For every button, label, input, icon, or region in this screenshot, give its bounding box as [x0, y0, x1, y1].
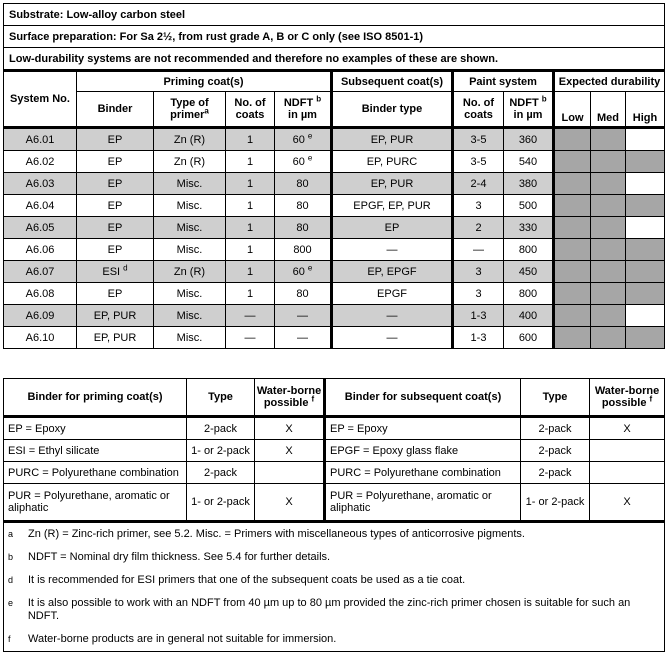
footnote-item	[8, 574, 660, 587]
binder-header: Binder	[77, 92, 154, 128]
high-header: High	[626, 92, 665, 128]
ndft-cell: 60 $^e$	[275, 151, 332, 173]
ndft-cell: 80	[275, 173, 332, 195]
durability-med-cell	[591, 173, 626, 195]
subsequent-binder-cell: EP, EPGF	[332, 261, 453, 283]
legend-subsequent-type: 2-pack	[521, 440, 590, 462]
legend-priming-type: 2-pack	[187, 417, 255, 440]
durability-high-cell	[626, 261, 665, 283]
primer-type-cell: Misc.	[154, 239, 226, 261]
durability-high-cell	[626, 151, 665, 173]
ps-coats-cell: 3	[453, 283, 504, 305]
ps-coats-cell: 1-3	[453, 327, 504, 349]
legend-priming-waterborne: X	[255, 440, 325, 462]
durability-low-cell	[554, 217, 591, 239]
table-row	[4, 151, 665, 173]
durability-med-cell	[591, 239, 626, 261]
coats-cell: 1	[226, 128, 275, 151]
system-no-cell: A6.01	[4, 128, 77, 151]
durability-med-cell	[591, 151, 626, 173]
primer-type-cell: Zn (R)	[154, 151, 226, 173]
durability-high-cell	[626, 217, 665, 239]
subsequent-binder-cell: EP, PUR	[332, 173, 453, 195]
durability-low-cell	[554, 195, 591, 217]
primer-type-cell: Misc.	[154, 173, 226, 195]
footnote-text: It is recommended for ESI primers that one of the subsequent coats be used as a tie coat.	[28, 574, 466, 586]
table-row	[4, 327, 665, 349]
table-row	[4, 239, 665, 261]
legend-type-header-2: Type	[521, 379, 590, 417]
ps-ndft-cell: 800	[504, 283, 554, 305]
binder-cell: EP	[77, 151, 154, 173]
binder-cell: ESI $^d$	[77, 261, 154, 283]
ndft-cell: —	[275, 305, 332, 327]
durability-med-cell	[591, 283, 626, 305]
subsequent-binder-cell: EP, PURC	[332, 151, 453, 173]
ps-ndft-cell: 360	[504, 128, 554, 151]
durability-high-cell	[626, 239, 665, 261]
ps-coats-cell: 3	[453, 195, 504, 217]
system-no-cell: A6.02	[4, 151, 77, 173]
system-no-cell: A6.08	[4, 283, 77, 305]
binder-cell: EP, PUR	[77, 305, 154, 327]
footnote-mark: f	[8, 634, 11, 644]
footnote-item	[8, 597, 660, 623]
table-row	[4, 283, 665, 305]
durability-med-cell	[591, 128, 626, 151]
legend-priming-binder: ESI = Ethyl silicate	[4, 440, 187, 462]
footnote-item	[8, 633, 660, 646]
legend-subsequent-binder: PUR = Polyurethane, aromatic or aliphatic	[325, 484, 521, 522]
subsequent-binder-cell: EP	[332, 217, 453, 239]
binder-type-header: Binder type	[332, 92, 453, 128]
legend-priming-type: 1- or 2-pack	[187, 440, 255, 462]
ndft-cell: 80	[275, 195, 332, 217]
legend-priming-waterborne	[255, 462, 325, 484]
subsequent-binder-cell: EPGF	[332, 283, 453, 305]
legend-table	[3, 378, 665, 652]
ps-coats-cell: 3-5	[453, 151, 504, 173]
ps-ndft-cell: 540	[504, 151, 554, 173]
footnote-item	[8, 528, 660, 541]
table-row	[4, 173, 665, 195]
primer-type-cell: Misc.	[154, 217, 226, 239]
binder-cell: EP	[77, 283, 154, 305]
subsequent-binder-cell: EP, PUR	[332, 128, 453, 151]
type-of-primer-header: Type of primer$^a$	[154, 92, 226, 128]
ps-ndft-cell: 330	[504, 217, 554, 239]
ndft-cell: 60 $^e$	[275, 128, 332, 151]
ps-ndft-cell: 400	[504, 305, 554, 327]
system-no-cell: A6.06	[4, 239, 77, 261]
legend-binder-priming-header: Binder for priming coat(s)	[4, 379, 187, 417]
durability-high-cell	[626, 173, 665, 195]
ndft-cell: 800	[275, 239, 332, 261]
legend-priming-binder: PURC = Polyurethane combination	[4, 462, 187, 484]
legend-subsequent-type: 2-pack	[521, 417, 590, 440]
ndft-cell: 60 $^e$	[275, 261, 332, 283]
coats-cell: 1	[226, 261, 275, 283]
legend-binder-subsequent-header: Binder for subsequent coat(s)	[325, 379, 521, 417]
legend-priming-type: 2-pack	[187, 462, 255, 484]
durability-med-cell	[591, 217, 626, 239]
footnote-mark: d	[8, 575, 14, 585]
durability-med-cell	[591, 305, 626, 327]
ps-coats-cell: 2-4	[453, 173, 504, 195]
system-no-cell: A6.10	[4, 327, 77, 349]
footnote-text: NDFT = Nominal dry film thickness. See 5.4 for further details.	[28, 551, 331, 563]
ps-ndft-cell: 500	[504, 195, 554, 217]
binder-cell: EP	[77, 128, 154, 151]
primer-type-cell: Zn (R)	[154, 128, 226, 151]
legend-waterborne-header-2: Water-borne possible $^f$	[590, 379, 665, 417]
ps-ndft-header: NDFT $^b$ in µm	[504, 92, 554, 128]
legend-subsequent-waterborne	[590, 462, 665, 484]
footnote-mark: b	[8, 552, 14, 562]
durability-high-cell	[626, 195, 665, 217]
durability-high-cell	[626, 305, 665, 327]
ps-no-of-coats-header: No. of coats	[453, 92, 504, 128]
footnote-mark: e	[8, 598, 14, 608]
legend-type-header: Type	[187, 379, 255, 417]
legend-subsequent-binder: EP = Epoxy	[325, 417, 521, 440]
subsequent-binder-cell: —	[332, 239, 453, 261]
ps-ndft-cell: 600	[504, 327, 554, 349]
subsequent-binder-cell: EPGF, EP, PUR	[332, 195, 453, 217]
durability-high-cell	[626, 128, 665, 151]
legend-waterborne-header: Water-borne possible $^f$	[255, 379, 325, 417]
substrate-line: Substrate: Low-alloy carbon steel	[4, 4, 665, 26]
binder-cell: EP	[77, 195, 154, 217]
durability-low-cell	[554, 151, 591, 173]
coats-cell: 1	[226, 239, 275, 261]
coats-cell: 1	[226, 283, 275, 305]
legend-subsequent-type: 1- or 2-pack	[521, 484, 590, 522]
ps-coats-cell: 3-5	[453, 128, 504, 151]
table-row	[4, 128, 665, 151]
coats-cell: 1	[226, 217, 275, 239]
footnote-item	[8, 551, 660, 564]
legend-priming-binder: EP = Epoxy	[4, 417, 187, 440]
subsequent-coats-header: Subsequent coat(s)	[332, 71, 453, 92]
no-of-coats-header: No. of coats	[226, 92, 275, 128]
durability-low-cell	[554, 305, 591, 327]
med-header: Med	[591, 92, 626, 128]
durability-low-cell	[554, 283, 591, 305]
primer-type-cell: Misc.	[154, 327, 226, 349]
expected-durability-header: Expected durability	[554, 71, 665, 92]
durability-med-cell	[591, 261, 626, 283]
primer-type-cell: Zn (R)	[154, 261, 226, 283]
primer-type-cell: Misc.	[154, 195, 226, 217]
system-no-cell: A6.05	[4, 217, 77, 239]
ps-ndft-cell: 380	[504, 173, 554, 195]
ps-coats-cell: —	[453, 239, 504, 261]
durability-high-cell	[626, 283, 665, 305]
footnote-text: Zn (R) = Zinc-rich primer, see 5.2. Misc. = Primers with miscellaneous types of anticorrosive pigments.	[28, 528, 525, 540]
table-row	[4, 217, 665, 239]
table-row	[4, 305, 665, 327]
binder-cell: EP	[77, 239, 154, 261]
table-row	[4, 195, 665, 217]
durability-low-cell	[554, 239, 591, 261]
paint-systems-table	[3, 3, 665, 349]
legend-subsequent-waterborne: X	[590, 484, 665, 522]
ps-ndft-cell: 800	[504, 239, 554, 261]
footnotes	[4, 522, 665, 652]
legend-priming-type: 1- or 2-pack	[187, 484, 255, 522]
footnote-mark: a	[8, 529, 14, 539]
legend-priming-waterborne: X	[255, 484, 325, 522]
legend-subsequent-type: 2-pack	[521, 462, 590, 484]
durability-low-cell	[554, 128, 591, 151]
primer-type-cell: Misc.	[154, 305, 226, 327]
paint-system-header: Paint system	[453, 71, 554, 92]
ps-coats-cell: 2	[453, 217, 504, 239]
system-no-cell: A6.04	[4, 195, 77, 217]
ndft-header: NDFT $^b$ in µm	[275, 92, 332, 128]
binder-cell: EP	[77, 173, 154, 195]
subsequent-binder-cell: —	[332, 305, 453, 327]
surface-prep-line: Surface preparation: For Sa 2½, from rust grade A, B or C only (see ISO 8501-1)	[4, 26, 665, 48]
coats-cell: 1	[226, 151, 275, 173]
ndft-cell: 80	[275, 217, 332, 239]
durability-low-cell	[554, 261, 591, 283]
durability-med-cell	[591, 327, 626, 349]
legend-priming-binder: PUR = Polyurethane, aromatic or aliphatic	[4, 484, 187, 522]
ndft-cell: 80	[275, 283, 332, 305]
footnote-text: It is also possible to work with an NDFT from 40 µm up to 80 µm provided the zinc-rich primer chosen is suitable for such an NDFT.	[27, 597, 631, 622]
legend-priming-waterborne: X	[255, 417, 325, 440]
system-no-cell: A6.09	[4, 305, 77, 327]
binder-cell: EP	[77, 217, 154, 239]
ndft-cell: —	[275, 327, 332, 349]
system-no-cell: A6.03	[4, 173, 77, 195]
legend-subsequent-waterborne	[590, 440, 665, 462]
coats-cell: —	[226, 305, 275, 327]
legend-subsequent-binder: EPGF = Epoxy glass flake	[325, 440, 521, 462]
durability-low-cell	[554, 173, 591, 195]
durability-high-cell	[626, 327, 665, 349]
low-header: Low	[554, 92, 591, 128]
ps-ndft-cell: 450	[504, 261, 554, 283]
durability-low-cell	[554, 327, 591, 349]
primer-type-cell: Misc.	[154, 283, 226, 305]
legend-subsequent-binder: PURC = Polyurethane combination	[325, 462, 521, 484]
priming-coats-header: Priming coat(s)	[77, 71, 332, 92]
system-no-cell: A6.07	[4, 261, 77, 283]
footnote-text: Water-borne products are in general not suitable for immersion.	[28, 633, 337, 645]
legend-subsequent-waterborne: X	[590, 417, 665, 440]
table-row	[4, 261, 665, 283]
system-no-header: System No.	[4, 71, 77, 128]
low-durability-note: Low-durability systems are not recommended and therefore no examples of these are shown.	[4, 48, 665, 71]
coats-cell: 1	[226, 195, 275, 217]
ps-coats-cell: 1-3	[453, 305, 504, 327]
subsequent-binder-cell: —	[332, 327, 453, 349]
durability-med-cell	[591, 195, 626, 217]
coats-cell: 1	[226, 173, 275, 195]
coats-cell: —	[226, 327, 275, 349]
ps-coats-cell: 3	[453, 261, 504, 283]
binder-cell: EP, PUR	[77, 327, 154, 349]
